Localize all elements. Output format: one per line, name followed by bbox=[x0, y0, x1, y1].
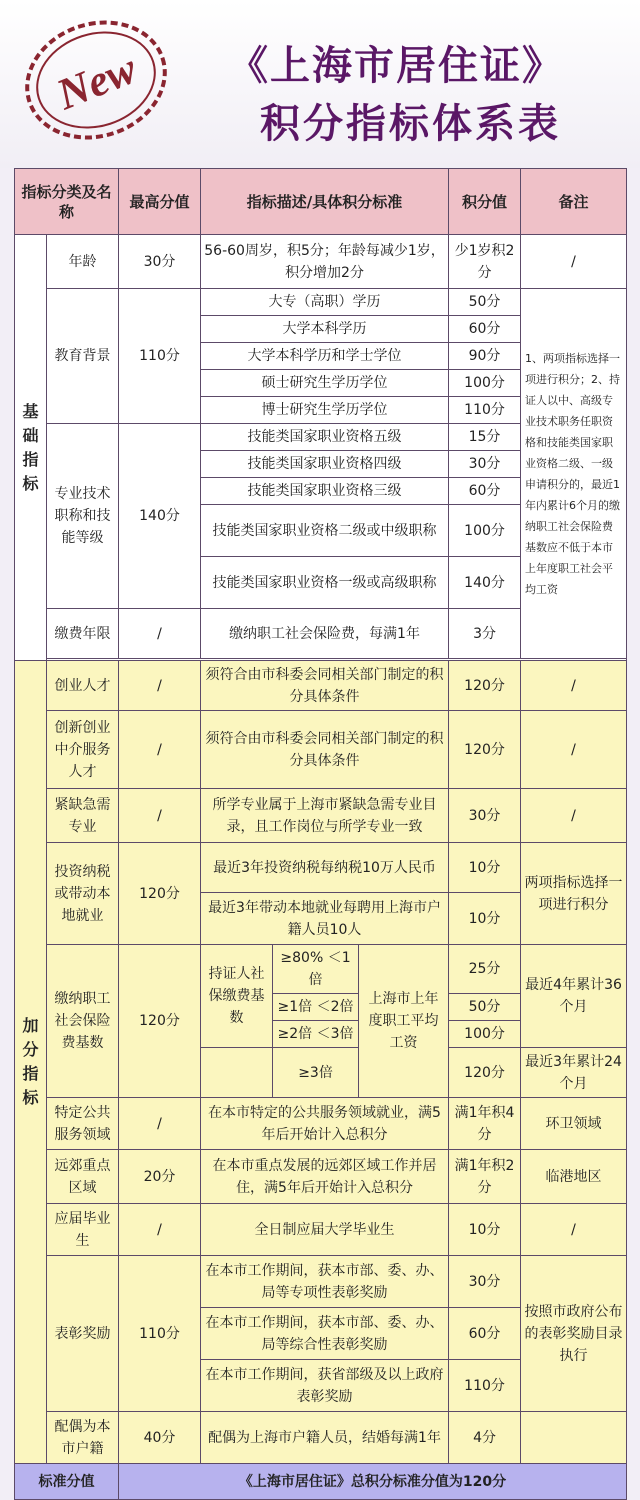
indicator-name: 投资纳税或带动本地就业 bbox=[47, 843, 119, 945]
points-value: 10分 bbox=[449, 1204, 521, 1256]
max-score: / bbox=[119, 1204, 201, 1256]
points-value: 110分 bbox=[449, 1360, 521, 1412]
indicator-name: 紧缺急需专业 bbox=[47, 789, 119, 843]
points-value: 10分 bbox=[449, 843, 521, 893]
remark: 临港地区 bbox=[521, 1150, 627, 1204]
indicator-desc: 大学本科学历和学士学位 bbox=[201, 343, 449, 370]
section-label: 加分指标 bbox=[15, 661, 47, 1464]
points-value: 120分 bbox=[449, 1048, 521, 1098]
holder-label bbox=[201, 1048, 273, 1098]
indicator-desc: 在本市特定的公共服务领域就业，满5年后开始计入总积分 bbox=[201, 1098, 449, 1150]
indicator-desc: 技能类国家职业资格一级或高级职称 bbox=[201, 557, 449, 609]
table-row bbox=[15, 789, 627, 843]
indicator-name: 年龄 bbox=[47, 235, 119, 289]
remark: 两项指标选择一项进行积分 bbox=[521, 843, 627, 945]
indicator-desc: 在本市工作期间，获本市部、委、办、局等综合性表彰奖励 bbox=[201, 1308, 449, 1360]
indicator-desc: 全日制应届大学毕业生 bbox=[201, 1204, 449, 1256]
indicator-desc: 技能类国家职业资格二级或中级职称 bbox=[201, 505, 449, 557]
points-value: 140分 bbox=[449, 557, 521, 609]
indicator-desc: 须符合由市科委会同相关部门制定的积分具体条件 bbox=[201, 661, 449, 711]
remark: / bbox=[521, 711, 627, 789]
points-value: 满1年积2分 bbox=[449, 1150, 521, 1204]
max-score: 20分 bbox=[119, 1150, 201, 1204]
table-row bbox=[15, 1098, 627, 1150]
indicator-desc: 大专（高职）学历 bbox=[201, 289, 449, 316]
points-value: 90分 bbox=[449, 343, 521, 370]
points-value: 3分 bbox=[449, 609, 521, 659]
ratio-range: ≥1倍 ＜2倍 bbox=[273, 994, 359, 1021]
indicator-name: 特定公共服务领域 bbox=[47, 1098, 119, 1150]
indicator-desc: 配偶为上海市户籍人员，结婚每满1年 bbox=[201, 1412, 449, 1464]
column-header: 指标描述/具体积分标准 bbox=[201, 169, 449, 235]
table-row bbox=[15, 661, 627, 711]
new-badge-text: New bbox=[49, 43, 144, 120]
indicator-desc: 博士研究生学历学位 bbox=[201, 397, 449, 424]
footer-label: 标准分值 bbox=[15, 1464, 119, 1500]
max-score: / bbox=[119, 789, 201, 843]
indicator-desc: 在本市重点发展的远郊区域工作并居住，满5年后开始计入总积分 bbox=[201, 1150, 449, 1204]
points-value: 30分 bbox=[449, 451, 521, 478]
max-score: / bbox=[119, 711, 201, 789]
indicator-desc: 大学本科学历 bbox=[201, 316, 449, 343]
footer-row bbox=[15, 1464, 627, 1500]
max-score: / bbox=[119, 661, 201, 711]
remark: 按照市政府公布的表彰奖励目录执行 bbox=[521, 1256, 627, 1412]
remark: / bbox=[521, 789, 627, 843]
points-value: 25分 bbox=[449, 945, 521, 994]
max-score: 40分 bbox=[119, 1412, 201, 1464]
column-header: 最高分值 bbox=[119, 169, 201, 235]
indicator-desc: 在本市工作期间，获省部级及以上政府表彰奖励 bbox=[201, 1360, 449, 1412]
points-value: 4分 bbox=[449, 1412, 521, 1464]
column-header: 备注 bbox=[521, 169, 627, 235]
remark: / bbox=[521, 235, 627, 289]
section-label: 基础指标 bbox=[15, 235, 47, 661]
indicator-name: 专业技术职称和技能等级 bbox=[47, 424, 119, 609]
ratio-range: ≥3倍 bbox=[273, 1048, 359, 1098]
table-row bbox=[15, 1150, 627, 1204]
points-value: 10分 bbox=[449, 893, 521, 945]
remark: 1、两项指标选择一项进行积分；2、持证人以中、高级专业技术职务任职资格和技能类国家职业资格二级、一级申请积分的，最近1年内累计6个月的缴纳职工社会保险费基数应不低于本市上年度职工社会平均工资 bbox=[521, 289, 627, 659]
points-value: 120分 bbox=[449, 661, 521, 711]
indicator-name: 教育背景 bbox=[47, 289, 119, 424]
table-row bbox=[15, 1204, 627, 1256]
table-row bbox=[15, 945, 627, 994]
table-row bbox=[15, 1412, 627, 1464]
points-value: 30分 bbox=[449, 1256, 521, 1308]
points-value: 120分 bbox=[449, 711, 521, 789]
max-score: 120分 bbox=[119, 843, 201, 945]
points-value: 30分 bbox=[449, 789, 521, 843]
indicator-name: 应届毕业生 bbox=[47, 1204, 119, 1256]
points-value: 50分 bbox=[449, 994, 521, 1021]
table-row bbox=[15, 843, 627, 893]
indicator-desc: 最近3年带动本地就业每聘用上海市户籍人员10人 bbox=[201, 893, 449, 945]
indicator-name: 创新创业中介服务人才 bbox=[47, 711, 119, 789]
table-row bbox=[15, 711, 627, 789]
indicator-name: 远郊重点区域 bbox=[47, 1150, 119, 1204]
indicator-desc: 缴纳职工社会保险费，每满1年 bbox=[201, 609, 449, 659]
column-header: 积分值 bbox=[449, 169, 521, 235]
points-value: 60分 bbox=[449, 1308, 521, 1360]
indicator-name: 缴纳职工社会保险费基数 bbox=[47, 945, 119, 1098]
max-score: / bbox=[119, 1098, 201, 1150]
remark: 环卫领域 bbox=[521, 1098, 627, 1150]
points-value: 100分 bbox=[449, 370, 521, 397]
max-score: 120分 bbox=[119, 945, 201, 1098]
table-row bbox=[15, 289, 627, 316]
indicator-name: 缴费年限 bbox=[47, 609, 119, 659]
new-stamp-icon bbox=[22, 18, 170, 142]
points-value: 100分 bbox=[449, 1021, 521, 1048]
points-value: 110分 bbox=[449, 397, 521, 424]
max-score: 110分 bbox=[119, 289, 201, 424]
points-table bbox=[14, 168, 627, 1500]
indicator-desc: 技能类国家职业资格五级 bbox=[201, 424, 449, 451]
remark: / bbox=[521, 1204, 627, 1256]
header bbox=[0, 0, 640, 168]
points-value: 满1年积4分 bbox=[449, 1098, 521, 1150]
table-header-row bbox=[15, 169, 627, 235]
points-value: 50分 bbox=[449, 289, 521, 316]
footer-text: 《上海市居住证》总积分标准分值为120分 bbox=[119, 1464, 627, 1500]
indicator-name: 表彰奖励 bbox=[47, 1256, 119, 1412]
indicator-desc: 所学专业属于上海市紧缺急需专业目录，且工作岗位与所学专业一致 bbox=[201, 789, 449, 843]
indicator-desc: 技能类国家职业资格三级 bbox=[201, 478, 449, 505]
indicator-name: 配偶为本市户籍 bbox=[47, 1412, 119, 1464]
table-row bbox=[15, 1256, 627, 1308]
table-row bbox=[15, 235, 627, 289]
indicator-desc: 在本市工作期间，获本市部、委、办、局等专项性表彰奖励 bbox=[201, 1256, 449, 1308]
indicator-desc: 最近3年投资纳税每纳税10万人民币 bbox=[201, 843, 449, 893]
page-title: 《上海市居住证》 bbox=[228, 43, 564, 89]
max-score: / bbox=[119, 609, 201, 659]
indicator-desc: 56-60周岁，积5分；年龄每减少1岁，积分增加2分 bbox=[201, 235, 449, 289]
indicator-name: 创业人才 bbox=[47, 661, 119, 711]
indicator-desc: 技能类国家职业资格四级 bbox=[201, 451, 449, 478]
remark: 最近3年累计24个月 bbox=[521, 1048, 627, 1098]
points-value: 100分 bbox=[449, 505, 521, 557]
ratio-range: ≥2倍 ＜3倍 bbox=[273, 1021, 359, 1048]
indicator-desc: 硕士研究生学历学位 bbox=[201, 370, 449, 397]
ratio-range: ≥80% ＜1倍 bbox=[273, 945, 359, 994]
page-subtitle: 积分指标体系表 bbox=[260, 101, 561, 147]
reference-label: 上海市上年度职工平均工资 bbox=[359, 945, 449, 1098]
holder-label: 持证人社保缴费基数 bbox=[201, 945, 273, 1048]
remark: / bbox=[521, 661, 627, 711]
max-score: 30分 bbox=[119, 235, 201, 289]
remark: 最近4年累计36个月 bbox=[521, 945, 627, 1048]
max-score: 110分 bbox=[119, 1256, 201, 1412]
remark bbox=[521, 1412, 627, 1464]
points-value: 少1岁积2分 bbox=[449, 235, 521, 289]
max-score: 140分 bbox=[119, 424, 201, 609]
column-header: 指标分类及名称 bbox=[15, 169, 119, 235]
points-value: 15分 bbox=[449, 424, 521, 451]
points-value: 60分 bbox=[449, 478, 521, 505]
indicator-desc: 须符合由市科委会同相关部门制定的积分具体条件 bbox=[201, 711, 449, 789]
points-value: 60分 bbox=[449, 316, 521, 343]
